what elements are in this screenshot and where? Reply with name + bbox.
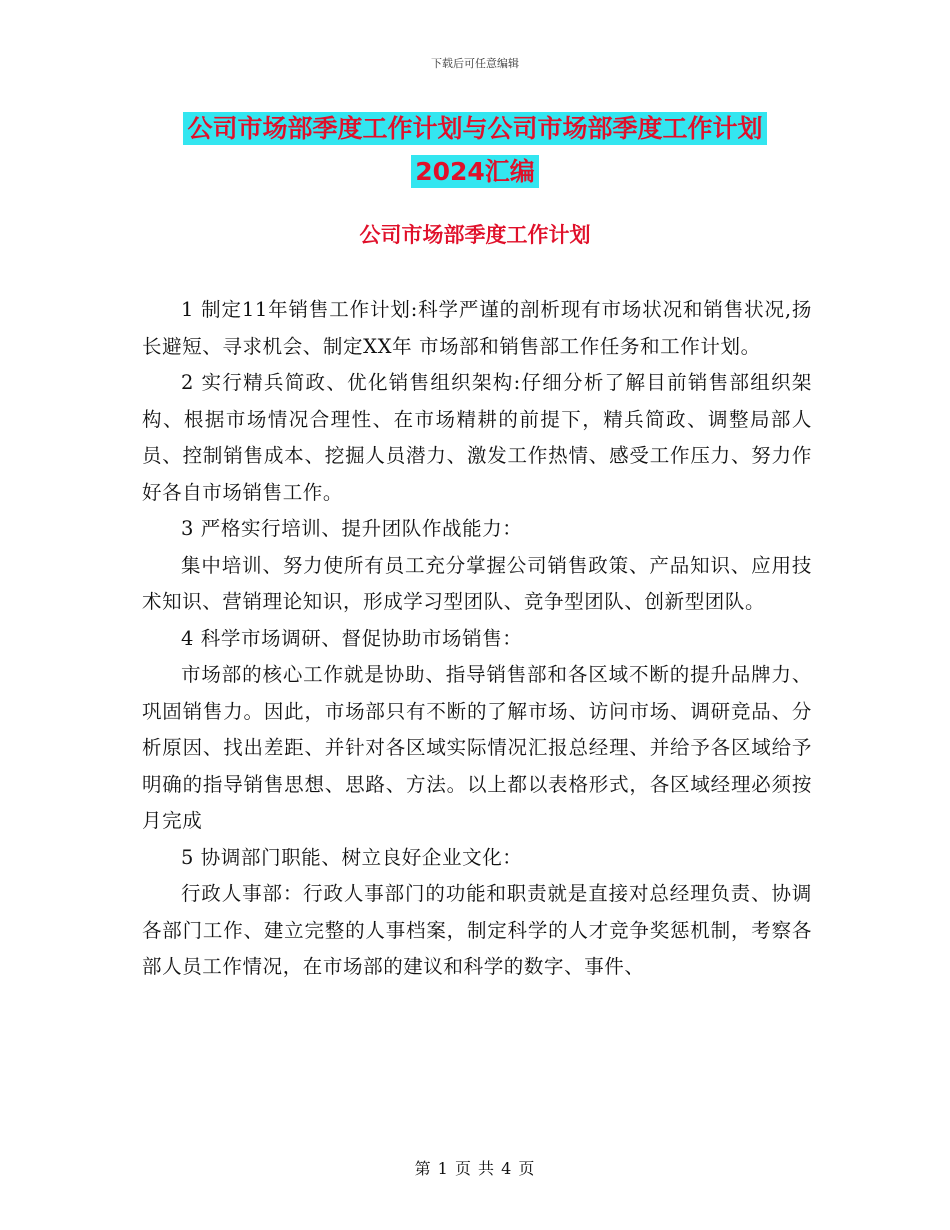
paragraph-8: 行政人事部：行政人事部门的功能和职责就是直接对总经理负责、协调各部门工作、建立完整的人事档案，制定科学的人才竞争奖惩机制，考察各部人员工作情况，在市场部的建议和科学的数字、事件、 [142, 882, 812, 978]
paragraph-2: 2 实行精兵简政、优化销售组织架构:仔细分析了解目前销售部组织架构、根据市场情况合理性、在市场精耕的前提下，精兵简政、调整局部人员、控制销售成本、挖掘人员潜力、激发工作热情、感受工作压力、努力作好各自市场销售工作。 [142, 371, 812, 504]
document-title-text-1: 公司市场部季度工作计划与公司市场部季度工作计划 [183, 112, 766, 145]
header-note: 下载后可任意编辑 [431, 57, 519, 70]
document-body [142, 292, 812, 986]
section-title: 公司市场部季度工作计划 [359, 223, 591, 247]
paragraph-1: 1 制定11年销售工作计划:科学严谨的剖析现有市场状况和销售状况,扬长避短、寻求机会、制定XX年 市场部和销售部工作任务和工作计划。 [142, 298, 812, 358]
document-title-line-2 [140, 156, 810, 188]
paragraph-7: 5 协调部门职能、树立良好企业文化： [181, 845, 523, 869]
page-footer: 第 1 页 共 4 页 [414, 1159, 536, 1178]
paragraph-4: 集中培训、努力使所有员工充分掌握公司销售政策、产品知识、应用技术知识、营销理论知识，形成学习型团队、竞争型团队、创新型团队。 [142, 553, 812, 613]
document-title-line-1 [140, 113, 810, 145]
document-title-text-2: 2024汇编 [411, 155, 539, 188]
paragraph-5: 4 科学市场调研、督促协助市场销售： [181, 626, 523, 650]
paragraph-6: 市场部的核心工作就是协助、指导销售部和各区域不断的提升品牌力、巩固销售力。因此，市场部只有不断的了解市场、访问市场、调研竞品、分析原因、找出差距、并针对各区域实际情况汇报总经理、并给予各区域给予明确的指导销售思想、思路、方法。以上都以表格形式，各区域经理必须按月完成 [142, 663, 812, 832]
paragraph-3: 3 严格实行培训、提升团队作战能力： [181, 517, 523, 540]
